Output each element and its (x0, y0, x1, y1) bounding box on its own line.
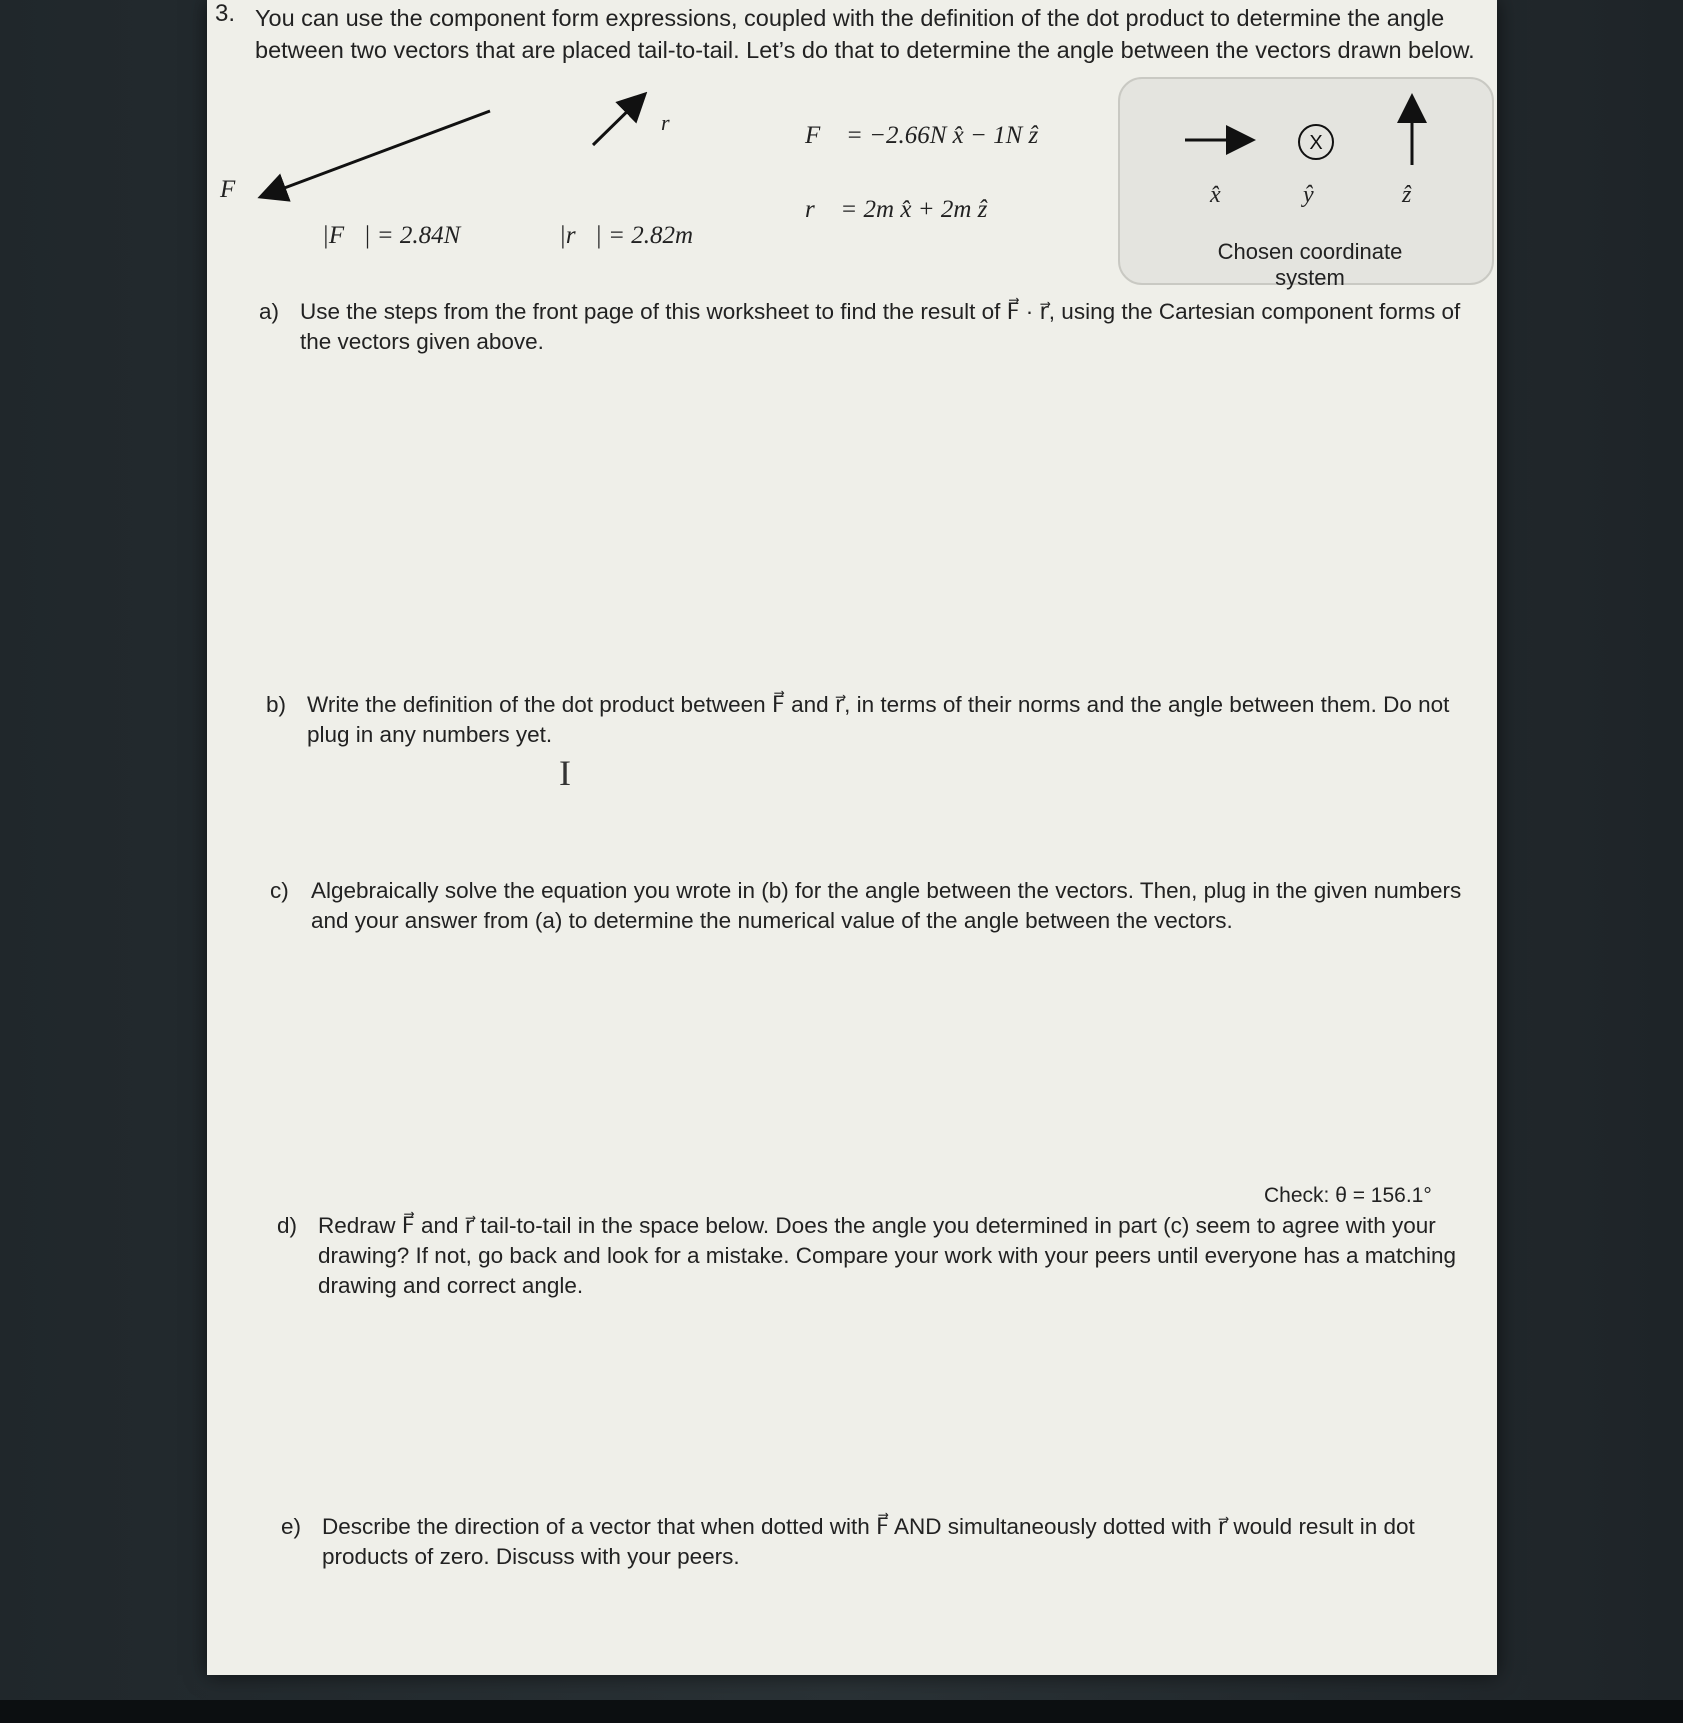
z-unit-label: ẑ (1402, 182, 1412, 208)
position-component-form: r⃗ = 2m x̂ + 2m ẑ (805, 196, 988, 223)
part-d-text: Redraw F⃗ and r⃗ tail-to-tail in the space below. Does the angle you determined in part (c) seem to agree with your drawing? If not, go back and look for a mistake. Compare your work with your peers until everyone has a matching drawing and correct angle. (318, 1213, 1457, 1298)
part-c-text: Algebraically solve the equation you wrote in (b) for the angle between the vectors. Then, plug in the given numbers and your answer from (a) to determine the numerical value of the angle between the vectors. (311, 878, 1462, 933)
force-magnitude: |F⃗| = 2.84N (322, 222, 461, 249)
question-number: 3. (215, 0, 236, 27)
position-vector-arrow (593, 96, 643, 145)
check-answer: Check: θ = 156.1° (1264, 1184, 1432, 1207)
axis-icons (1120, 79, 1492, 199)
coordinate-system-box (1118, 77, 1494, 290)
text-cursor-icon: I (559, 753, 571, 793)
worksheet-page (207, 0, 1497, 1675)
part-e-letter: e) (281, 1514, 302, 1539)
y-unit-label: ŷ (1303, 182, 1314, 208)
part-e-text: Describe the direction of a vector that when dotted with F⃗ AND simultaneously dotted with r⃗ would result in dot products of zero. Discuss with your peers. (322, 1514, 1415, 1569)
part-a-letter: a) (259, 299, 280, 324)
part-c-letter: c) (270, 878, 289, 903)
x-unit-label: x̂ (1210, 182, 1221, 208)
force-vector-arrow (263, 111, 490, 196)
part-a-text: Use the steps from the front page of this worksheet to find the result of F⃗ · r⃗, using the Cartesian component forms of the vectors given above. (300, 299, 1461, 354)
position-magnitude: |r⃗| = 2.82m (559, 222, 694, 249)
part-b-letter: b) (266, 692, 287, 717)
part-d-letter: d) (277, 1213, 298, 1238)
coordinate-system-caption: Chosen coordinate system (1217, 239, 1403, 290)
monitor-bezel (0, 1700, 1683, 1723)
question-prompt: You can use the component form expressions, coupled with the definition of the dot product to determine the angle between two vectors that are placed tail-to-tail. Let’s do that to determine the angle between the vectors drawn below. (255, 5, 1475, 63)
force-vector-label: F⃗ (220, 176, 255, 203)
svg-text:X: X (1309, 132, 1323, 154)
position-vector-label: r⃗ (661, 110, 687, 135)
force-component-form: F⃗ = −2.66N x̂ − 1N ẑ (805, 122, 1039, 149)
part-b-text: Write the definition of the dot product between F⃗ and r⃗, in terms of their norms and the angle between them. Do not plug in any numbers yet. (307, 692, 1450, 747)
